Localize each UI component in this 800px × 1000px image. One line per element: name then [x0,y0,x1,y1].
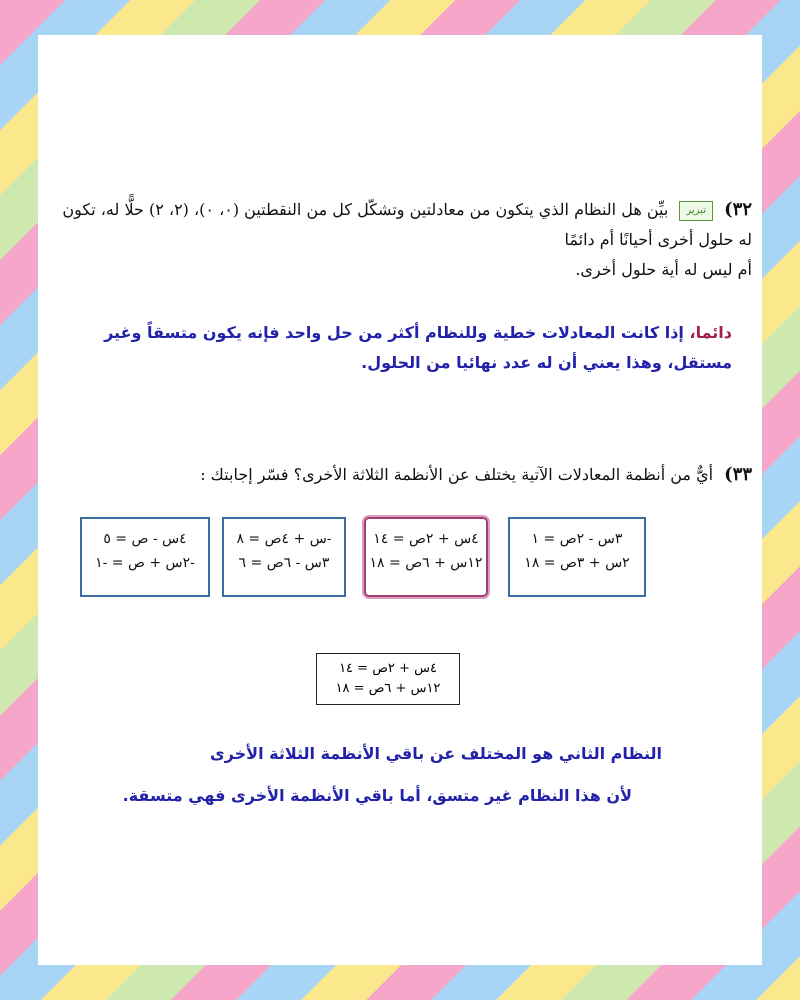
question-text-line2: أم ليس له أية حلول أخرى. [575,260,752,279]
equation: -س + ٤ص = ٨ [236,531,332,547]
equation: -٢س + ص = -١ [95,555,195,571]
answer-line2: لأن هذا النظام غير متسق، أما باقي الأنظمة الأخرى فهي متسقة. [122,786,632,805]
equation-system-3 [222,517,346,597]
equation: ١٢س + ٦ص = ١٨ [369,555,483,571]
justify-tag: تبرير [679,201,713,221]
question-text-line1: بيِّن هل النظام الذي يتكون من معادلتين وتشكّل كل من النقطتين (٠، ٠)، (٢، ٢) حلًّا له، تكون له حلول أخرى أحيانًا أم دائمًا [62,200,752,249]
answer-line1: النظام الثاني هو المختلف عن باقي الأنظمة الثلاثة الأخرى [210,744,662,763]
answer-line1: إذا كانت المعادلات خطية وللنظام أكثر من حل واحد فإنه يكون متسقاً وغير [104,323,684,342]
answer-line2: مستقل، وهذا يعني أن له عدد نهائيا من الحلول. [361,353,732,372]
equation: ٢س + ٣ص = ١٨ [524,555,630,571]
equation: ٤س - ص = ٥ [103,531,187,547]
question-32 [48,195,752,285]
equation-system-4 [80,517,210,597]
answer-highlight: دائما، [689,323,732,342]
question-text: أيٌّ من أنظمة المعادلات الآتية يختلف عن الأنظمة الثلاثة الأخرى؟ فسّر إجابتك : [200,465,714,484]
answer-32 [78,318,732,378]
equation: ٣س - ٢ص = ١ [531,531,623,547]
answer-33 [78,733,662,817]
question-number: ٣٢) [724,199,752,220]
worksheet-page [38,35,762,965]
equation: ١٢س + ٦ص = ١٨ [335,681,441,696]
question-number: ٣٣) [724,464,752,485]
equation-system-2-highlighted [364,517,488,597]
equation: ٤س + ٢ص = ١٤ [373,531,479,547]
equation: ٤س + ٢ص = ١٤ [339,661,437,676]
question-33 [58,460,752,490]
equation-system-1 [508,517,646,597]
selected-system-copy [316,653,460,705]
equation: ٣س - ٦ص = ٦ [238,555,330,571]
